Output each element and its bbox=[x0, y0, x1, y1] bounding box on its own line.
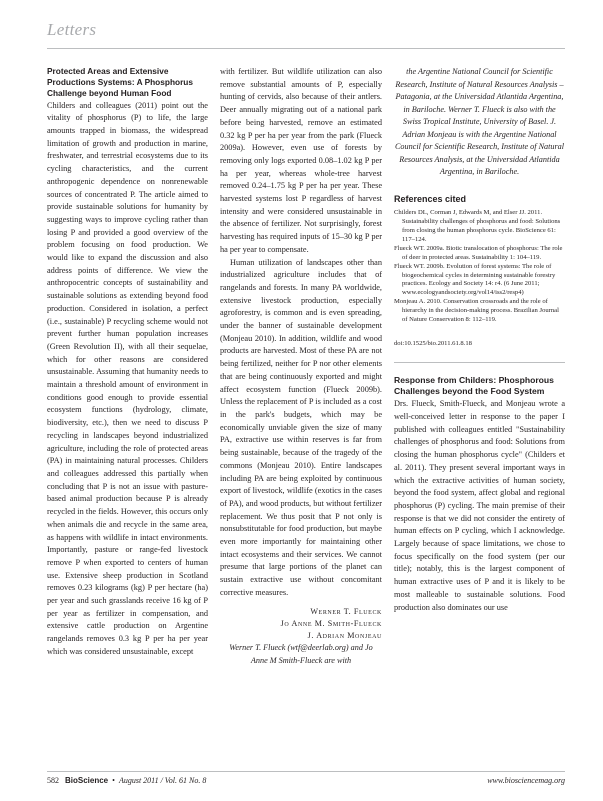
section-header: Letters bbox=[47, 20, 97, 39]
references-heading: References cited bbox=[394, 193, 467, 204]
letter-paragraph-2: Human utilization of landscapes other than industrialized agriculture includes that of rangelands and forests. In many PA worldwide, extensive livestock production, especially agroforestry, is common and is even spreading, under the banner of sustainable development (Monjeau 2010). In addition, wildlife and wood products are harvested. Most of these PA are not being fertilized, neither for P nor other elements that are being continuously exported and might affect ecosystem function (Flueck 2009b). Unless the replacement of P is included as a cost in the park's budgets, which may be economically unviable given the size of many PA, extractive use within reserves is far from being sustainable, because of the tragedy of the commons (Monjeau 2010). Entire landscapes including PA are being exploited by continuous export of livestock, wildlife (exotics in the cases of PA), and wood products, but without fertilizer replacement. We thus posit that P not only is nonsubstitutable for food production, but maybe even more importantly for maintaining other intact ecosystems and their services. We cannot presume that large portions of the planet can sustain extractive use without concomitant corrective measures. bbox=[220, 257, 382, 597]
doi-label: doi:10.1525/bio.2011.61.8.18 bbox=[394, 339, 472, 347]
letter-body-continued: with fertilizer. But wildlife utilization can also remove substantial amounts of P, especially hunting of cervids, also because of their antlers. Deer annually migrating out of a national park before being harvested, remove an estimated 0.32 kg P per ha per year from the park (Flueck 2009a). However, even use of forests by removing only logs exported 0.08–1.02 kg P per ha per year, whereas whole-tree harvest removed 0.24–1.75 kg P per ha per year. These harvested systems lost P regardless of harvest intensity and were considered unsustainable in the absence of fertilizer. Not surprisingly, forest harvesting has required inputs of 15–30 kg P per ha per year to compensate. bbox=[220, 67, 382, 254]
header-divider bbox=[47, 48, 565, 49]
author-signature bbox=[220, 606, 382, 643]
journal-name: BioScience bbox=[65, 776, 109, 785]
reference-item: Childers DL, Corman J, Edwards M, and Elser JJ. 2011. Sustainability challenges of phosphorus and food: Solutions from closing the human phosphorus cycle. BioScience 61: 117–124. bbox=[394, 209, 561, 243]
author-affiliation-continued: the Argentine National Council for Scientific Research, Institute of Natural Resources Analysis – Patagonia, at the Universidad Atlantida Argentina, in Bariloche. Werner T. Flueck is also with the Swiss Tropical Institute, University of Basel. J. Adrian Monjeau is with the Argentine National Council for Scientific Research, Institute of Natural Resources Analysis, at the Universidad Atlantida Argentina, in Bariloche. bbox=[394, 67, 565, 176]
section-divider bbox=[394, 362, 565, 363]
reference-item: Flueck WT. 2009a. Biotic translocation of phosphorus: The role of deer in protected areas. Sustainability 1: 104–119. bbox=[394, 244, 563, 261]
author-name: Jo Anne M. Smith-Flueck bbox=[280, 618, 382, 628]
letter-body: Childers and colleagues (2011) point out the vitality of phosphorus (P) to life, the large amounts trapped in biomass, the widespread limitation of growth and production in marine, freshwater, and terrestrial ecosystems due to its cycling characteristics, and the current anthropogenic dependence on nonrenewable sources of concentrated P. The article aimed to provide sustainable solutions for humanity by suggesting ways to improve cycling rather than losing P and provided a good overview of the problem focusing on food production. We would like to expand the discussion and also address points of difference. We view the anthropocentric concepts of sustainability and sustainable solutions as extending beyond food production. Considered in isolation, a perfect (i.e., sustainable) P recycling scheme would not prevent further human population increases (Green Revolution II), with all their sequelae, which for other reasons are considered unsustainable. Assuming that humanity needs to maintain a threshold amount of environment in conditions good enough to provide essential ecosystem functions (hydrology, climate, biodiversity, etc.), then we need to discuss P recycling in landscapes beyond industrialized agriculture, including the role of protected areas (PA) in maintaining natural processes. Childers and colleagues addressed this partially when concluding that P is not an issue with pasture-based animal production because P is already recycled in the fields. However, this occurs only when animals die and recycle in the same area, as happens with wildlife in intact environments. Importantly, pasture or range-fed livestock remove P when exported to centers of human use. Extensive sheep production in Scotland removes 0.23 kilograms (kg) P per hectare (ha) per year and such grasslands receive 16 kg of P per year as fertilizer in compensation, and extensive cattle production on Argentine rangelands removes 0.3 kg P per ha per year which was considered unsustainable, except bbox=[47, 100, 208, 656]
response-body: Drs. Flueck, Smith-Flueck, and Monjeau wrote a well-conceived letter in response to the paper I published with colleagues entitled "Sustainability challenges of phosphorus and food: Solutions from closing the human phosphorus cycle" (Childers et al. 2011). They present several important ways in which the extractive activities of human society, beyond the food system, affect global and regional phosphorus (P) cycling. The main premise of their response is that we did not consider the entirety of human effects on P cycling, which I acknowledge. Largely because of space limitations, we chose to focus specifically on the food system (per our title); notably, this is the largest component of human extractive uses of P and it is likely to be most malleable to sustainable solutions. Food production also dominates our use bbox=[394, 399, 565, 612]
reference-item: Flueck WT. 2009b. Evolution of forest systems: The role of biogeochemical cycles in determining sustainable forestry practices. Ecology and Society 14: r4. (6 June 2011; www.ecologyandsociety.org/vol14/iss2/resp4) bbox=[394, 262, 556, 297]
column-1 bbox=[47, 66, 208, 659]
author-name: Werner T. Flueck bbox=[310, 606, 382, 616]
letter-title: Protected Areas and Extensive Productions Systems: A Phosphorus Challenge beyond Human Food bbox=[47, 66, 193, 99]
page-number: 582 bbox=[47, 776, 59, 785]
footer-divider bbox=[47, 771, 565, 772]
journal-url[interactable]: www.biosciencemag.org bbox=[487, 776, 565, 785]
author-affiliation: Werner T. Flueck (wtf@deerlab.org) and Jo Anne M Smith-Flueck are with bbox=[229, 643, 373, 665]
reference-item: Monjeau A. 2010. Conservation crossroads and the role of hierarchy in the decision-making process. Brazilian Journal of Nature Conservation 8: 112–119. bbox=[394, 298, 559, 324]
author-name: J. Adrian Monjeau bbox=[307, 630, 382, 640]
issue-info: August 2011 / Vol. 61 No. 8 bbox=[118, 776, 207, 785]
footer-citation: 582 BioScience • August 2011 / Vol. 61 No. 8 bbox=[47, 776, 207, 785]
column-3 bbox=[394, 66, 565, 614]
response-title: Response from Childers: Phosphorous Challenges beyond the Food System bbox=[394, 374, 554, 397]
column-2 bbox=[220, 66, 382, 667]
